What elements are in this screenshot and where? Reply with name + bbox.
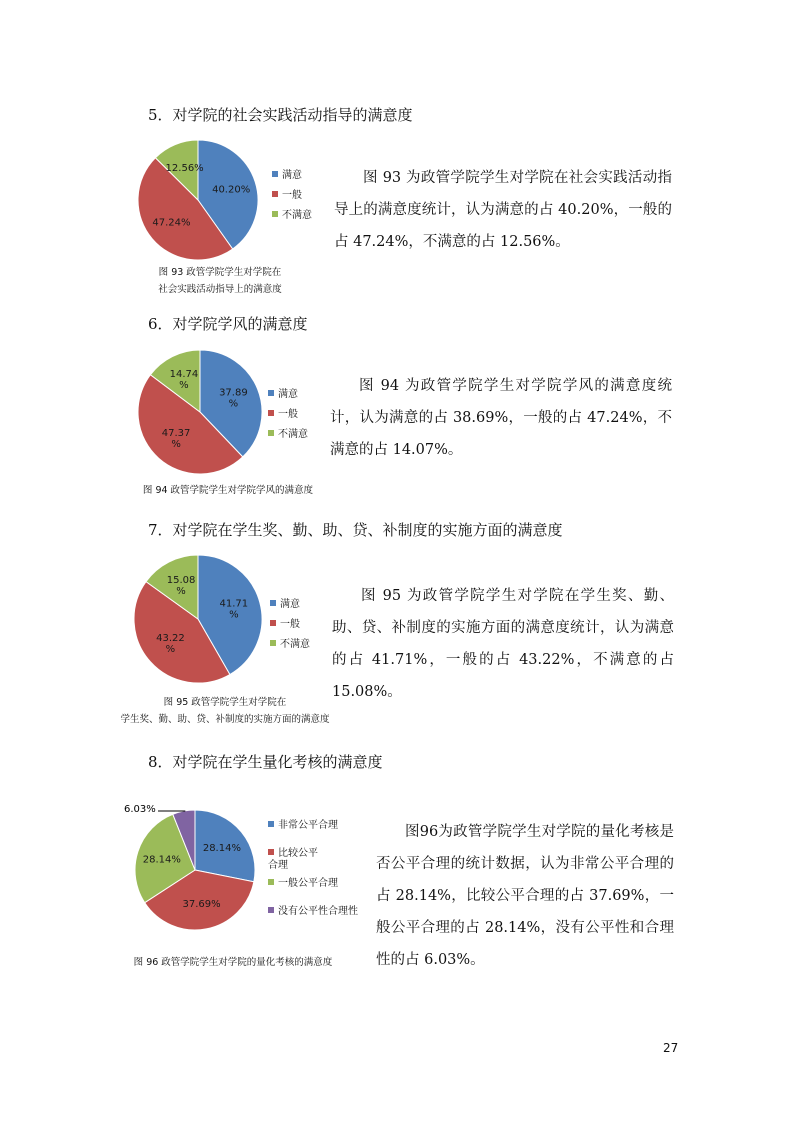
legend-label: 一般 <box>280 619 300 630</box>
section-paragraph: 图 94 为政管学院学生对学院学风的满意度统计，认为满意的占 38.69%，一般的占 47.24%，不满意的占 14.07%。 <box>330 378 672 458</box>
page-number: 27 <box>663 1041 679 1055</box>
figure-caption <box>118 954 348 971</box>
legend-swatch <box>268 430 274 436</box>
data-label: 41.71 % <box>219 598 249 621</box>
figure-caption-line: 图 93 政管学院学生对学院在 <box>158 267 282 278</box>
legend-swatch <box>268 907 274 913</box>
legend-item <box>268 820 338 832</box>
pie-chart-94 <box>132 350 270 476</box>
legend-item <box>270 639 310 651</box>
figure-caption-line: 图 94 政管学院学生对学院学风的满意度 <box>142 485 314 496</box>
legend-label: 一般 <box>282 190 302 201</box>
data-label: 14.74 % <box>169 368 199 391</box>
section-paragraph: 图96为政管学院学生对学院的量化考核是否公平合理的统计数据，认为非常公平合理的占 28.14%，比较公平合理的占 37.69%，一般公平合理的占 28.14%，没有公平性和合理性的占 6.03%。 <box>376 824 674 968</box>
legend-item <box>268 429 308 441</box>
legend-swatch <box>270 600 276 606</box>
section-paragraph: 图 95 为政管学院学生对学院在学生奖、勤、助、贷、补制度的实施方面的满意度统计，认为满意的占 41.71%，一般的占 43.22%，不满意的占 15.08%。 <box>332 588 674 700</box>
data-label: 47.37 % <box>161 427 191 450</box>
legend-item <box>272 190 302 202</box>
chart-legend <box>268 818 368 928</box>
data-label: 40.20% <box>212 184 251 196</box>
legend-label: 满意 <box>278 389 298 400</box>
section-heading: 7．对学院在学生奖、勤、助、贷、补制度的实施方面的满意度 <box>148 521 563 539</box>
legend-swatch <box>268 410 274 416</box>
legend-swatch <box>272 171 278 177</box>
legend-item <box>272 170 302 182</box>
legend-label: 一般公平合理 <box>278 878 338 889</box>
section-paragraph: 图 93 为政管学院学生对学院在社会实践活动指导上的满意度统计，认为满意的占 40.20%，一般的占 47.24%，不满意的占 12.56%。 <box>334 170 672 250</box>
figure-caption <box>118 482 338 499</box>
figure-caption-line: 学生奖、勤、助、贷、补制度的实施方面的满意度 <box>120 714 330 725</box>
legend-swatch <box>270 620 276 626</box>
legend-item <box>268 906 358 918</box>
legend-label: 比较公平 合理 <box>268 848 318 871</box>
figure-caption <box>110 694 340 728</box>
legend-swatch <box>272 191 278 197</box>
legend-label: 不满意 <box>282 210 312 221</box>
chart-legend <box>268 387 338 447</box>
legend-swatch <box>270 640 276 646</box>
legend-item <box>268 389 298 401</box>
legend-label: 一般 <box>278 409 298 420</box>
data-label: 37.69% <box>182 899 221 911</box>
figure-caption-line: 图 95 政管学院学生对学院在 <box>163 697 287 708</box>
legend-label: 满意 <box>282 170 302 181</box>
legend-label: 没有公平性合理性 <box>278 906 358 917</box>
pie-chart-95 <box>132 555 270 685</box>
data-label: 28.14% <box>202 842 241 854</box>
data-label: 43.22 % <box>156 632 185 655</box>
legend-item <box>270 599 300 611</box>
legend-item <box>270 619 300 631</box>
data-label: 37.89 % <box>219 387 248 410</box>
section-heading: 6．对学院学风的满意度 <box>148 315 308 333</box>
legend-label: 非常公平合理 <box>278 820 338 831</box>
legend-swatch <box>268 821 274 827</box>
legend-item <box>268 848 318 872</box>
legend-item <box>268 878 338 890</box>
legend-item <box>272 210 312 222</box>
legend-item <box>268 409 298 421</box>
data-label: 15.08 % <box>166 574 196 597</box>
pie-chart-93 <box>132 140 270 262</box>
legend-label: 不满意 <box>278 429 308 440</box>
figure-caption <box>130 264 310 298</box>
legend-swatch <box>268 849 274 855</box>
data-label: 12.56% <box>165 162 204 174</box>
figure-caption-line: 图 96 政管学院学生对学院的量化考核的满意度 <box>133 957 333 968</box>
data-label: 28.14% <box>142 854 181 866</box>
legend-swatch <box>268 390 274 396</box>
data-label: 6.03% <box>124 804 156 815</box>
legend-label: 不满意 <box>280 639 310 650</box>
section-heading: 8．对学院在学生量化考核的满意度 <box>148 753 383 771</box>
chart-legend <box>270 597 340 657</box>
legend-label: 满意 <box>280 599 300 610</box>
section-heading: 5．对学院的社会实践活动指导的满意度 <box>148 106 413 124</box>
figure-caption-line: 社会实践活动指导上的满意度 <box>158 284 282 295</box>
chart-legend <box>272 168 342 228</box>
data-label: 47.24% <box>152 217 191 229</box>
pie-chart-96 <box>120 800 270 934</box>
legend-swatch <box>272 211 278 217</box>
legend-swatch <box>268 879 274 885</box>
